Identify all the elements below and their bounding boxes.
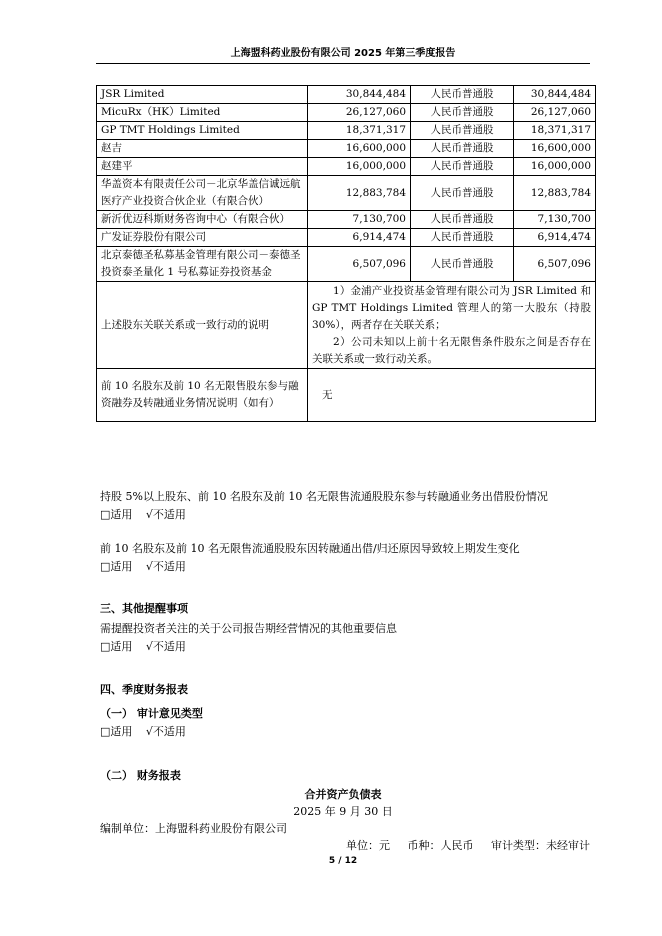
lending-section [100, 488, 590, 524]
share-amount: 26,127,060 [514, 104, 596, 122]
share-type: 人民币普通股 [411, 122, 514, 140]
holder-shares: 16,600,000 [308, 140, 411, 158]
share-type: 人民币普通股 [411, 140, 514, 158]
section3-opt-no: √不适用 [145, 640, 186, 653]
share-type: 人民币普通股 [411, 86, 514, 104]
section3-desc: 需提醒投资者关注的关于公司报告期经营情况的其他重要信息 [100, 622, 397, 635]
table-row [97, 247, 596, 282]
section3-title: 三、其他提醒事项 [100, 602, 188, 615]
shareholders-table [96, 85, 596, 422]
section3-body [100, 620, 590, 656]
header-divider [96, 63, 590, 64]
relation-label: 上述股东关联关系或一致行动的说明 [97, 282, 308, 369]
share-type: 人民币普通股 [411, 104, 514, 122]
lending-options [100, 506, 590, 524]
holder-shares: 30,844,484 [308, 86, 411, 104]
page-number: 5 / 12 [328, 856, 358, 866]
unit-line [336, 837, 590, 853]
relation-row [97, 282, 596, 369]
share-amount: 6,507,096 [514, 247, 596, 282]
holder-shares: 16,000,000 [308, 158, 411, 176]
holder-shares: 12,883,784 [308, 176, 411, 211]
change-opt-yes: □适用 [100, 560, 133, 573]
unit-label: 单位：元 [346, 839, 390, 852]
change-options [100, 558, 590, 576]
holder-name: 广发证券股份有限公司 [97, 229, 308, 247]
holder-shares: 18,371,317 [308, 122, 411, 140]
relation-note [308, 282, 596, 369]
table-row [97, 229, 596, 247]
holder-name: 赵吉 [97, 140, 308, 158]
holder-shares: 26,127,060 [308, 104, 411, 122]
holder-shares: 6,914,474 [308, 229, 411, 247]
holder-name: JSR Limited [97, 86, 308, 104]
holder-name: 赵建平 [97, 158, 308, 176]
share-type: 人民币普通股 [411, 229, 514, 247]
balance-sheet-date: 2025 年 9 月 30 日 [293, 805, 393, 818]
margin-label: 前 10 名股东及前 10 名无限售股东参与融资融券及转融通业务情况说明（如有） [97, 369, 308, 422]
section3-options [100, 638, 590, 656]
share-type: 人民币普通股 [411, 158, 514, 176]
audit-type-label: 审计类型：未经审计 [491, 839, 590, 852]
change-section [100, 540, 590, 576]
holder-shares: 6,507,096 [308, 247, 411, 282]
table-row [97, 86, 596, 104]
holder-name: GP TMT Holdings Limited [97, 122, 308, 140]
change-opt-no: √不适用 [145, 560, 186, 573]
audit-opt-no: √不适用 [145, 725, 186, 738]
change-title: 前 10 名股东及前 10 名无限售流通股股东因转融通出借/归还原因导致较上期发生变化 [100, 542, 520, 555]
lending-title: 持股 5%以上股东、前 10 名股东及前 10 名无限售流通股股东参与转融通业务出借股份情况 [100, 490, 548, 503]
balance-sheet-title: 合并资产负债表 [304, 788, 382, 801]
table-row [97, 176, 596, 211]
table-row [97, 211, 596, 229]
share-type: 人民币普通股 [411, 176, 514, 211]
relation-note-2: 2）公司未知以上前十名无限售条件股东之间是否存在关联关系或一致行动关系。 [312, 335, 591, 365]
share-type: 人民币普通股 [411, 211, 514, 229]
holder-shares: 7,130,700 [308, 211, 411, 229]
holder-name: MicuRx（HK）Limited [97, 104, 308, 122]
holder-name: 新沂优迈科斯财务咨询中心（有限合伙） [97, 211, 308, 229]
holder-name: 华盖资本有限责任公司－北京华盖信诚远航医疗产业投资合伙企业（有限合伙） [97, 176, 308, 211]
audit-opt-yes: □适用 [100, 725, 133, 738]
table-row [97, 140, 596, 158]
share-type: 人民币普通股 [411, 247, 514, 282]
share-amount: 30,844,484 [514, 86, 596, 104]
share-amount: 18,371,317 [514, 122, 596, 140]
relation-note-1: 1）金浦产业投资基金管理有限公司为 JSR Limited 和 GP TMT Holdings Limited 管理人的第一大股东（持股 30%），两者存在关联关系； [312, 284, 591, 331]
share-amount: 6,914,474 [514, 229, 596, 247]
holder-name: 北京泰德圣私募基金管理有限公司－泰德圣投资泰圣量化 1 号私募证券投资基金 [97, 247, 308, 282]
table-row [97, 122, 596, 140]
share-amount: 16,600,000 [514, 140, 596, 158]
table-row [97, 104, 596, 122]
audit-opinion-options [100, 723, 590, 741]
section3-opt-yes: □适用 [100, 640, 133, 653]
currency-label: 币种：人民币 [407, 839, 474, 852]
margin-row [97, 369, 596, 422]
share-amount: 12,883,784 [514, 176, 596, 211]
share-amount: 7,130,700 [514, 211, 596, 229]
share-amount: 16,000,000 [514, 158, 596, 176]
section4-title: 四、季度财务报表 [100, 683, 188, 696]
lending-opt-yes: □适用 [100, 508, 133, 521]
audit-opinion-title: （一） 审计意见类型 [100, 707, 203, 720]
margin-value: 无 [308, 369, 596, 422]
preparing-entity: 编制单位：上海盟科药业股份有限公司 [100, 822, 287, 835]
lending-opt-no: √不适用 [145, 508, 186, 521]
table-row [97, 158, 596, 176]
financial-statements-title: （二） 财务报表 [100, 769, 181, 782]
report-header: 上海盟科药业股份有限公司 2025 年第三季度报告 [230, 48, 456, 59]
